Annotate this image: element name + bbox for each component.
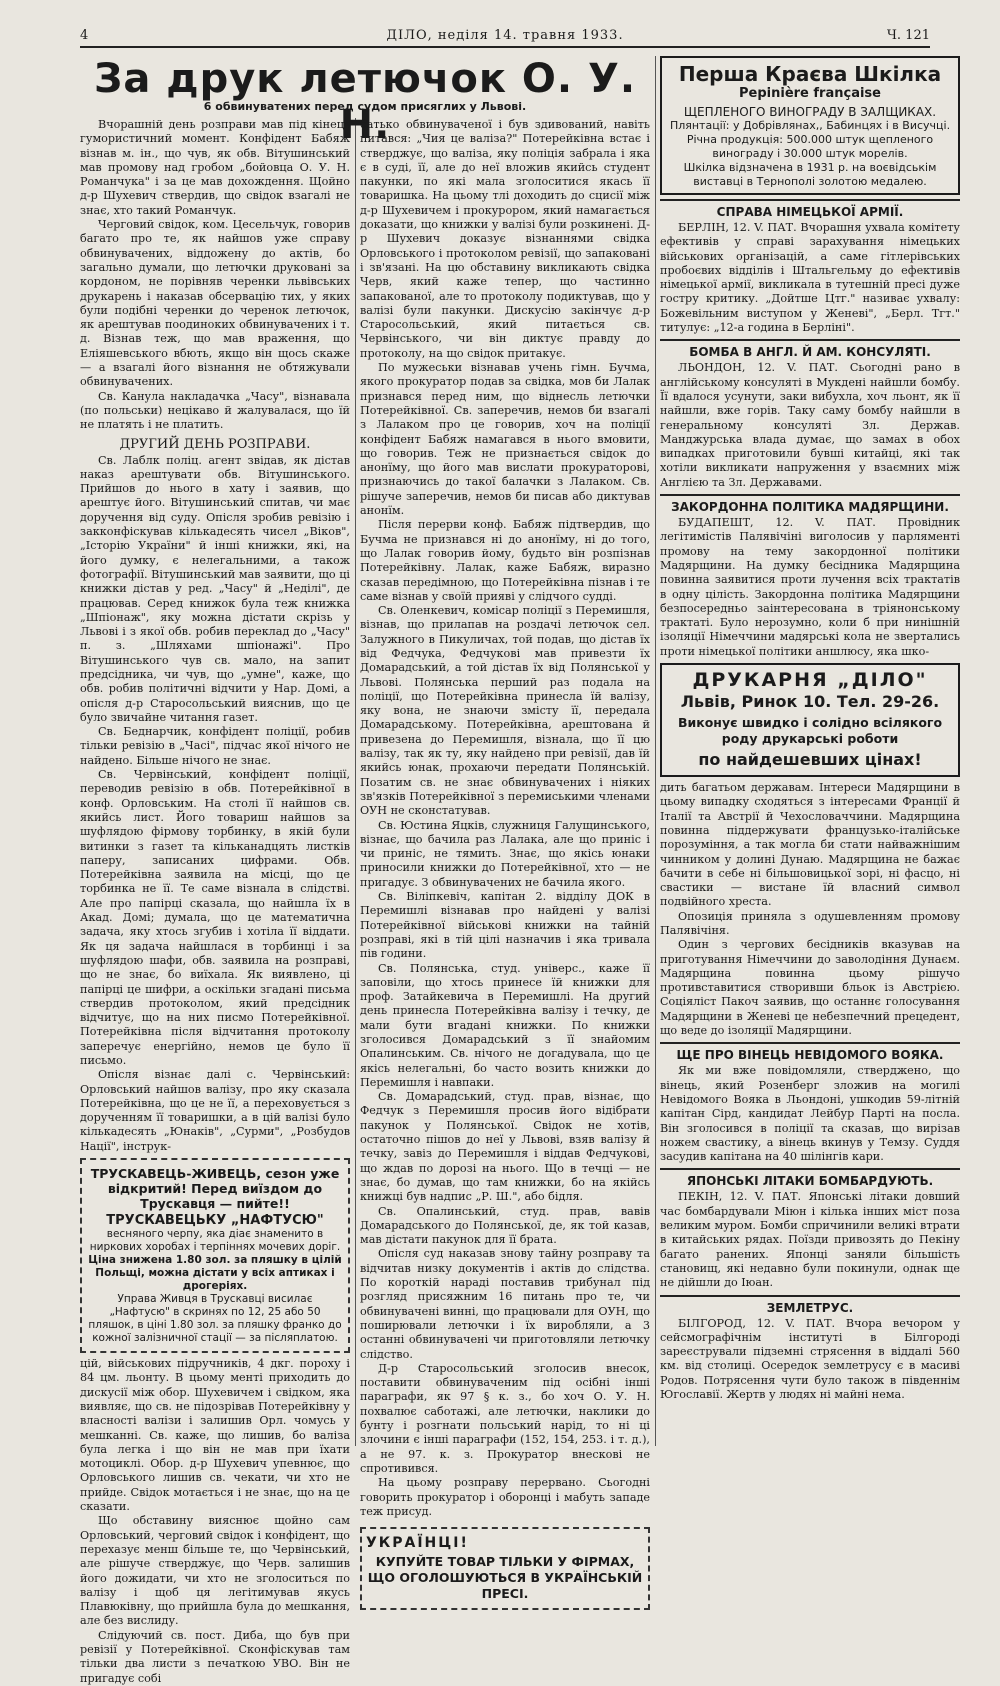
middle-column bbox=[360, 118, 650, 1602]
news-heading: БОМБА В АНГЛ. Й АМ. КОНСУЛЯТІ. bbox=[689, 345, 931, 360]
main-headline: За друк летючок О. У. Н. bbox=[93, 56, 637, 148]
nursery-ad bbox=[660, 56, 960, 195]
article-paragraph: Св. Юстина Яцків, служниця Галущинського, візнає, що бачила раз Лалака, але що приніс і чи приніс, не тямить. Знає, що якісь юнаки приносили книжки до Потерейківної, хто — не пригадує. З обвинувачених не бачила якого. bbox=[360, 818, 650, 889]
article-paragraph: Св. Домарадський, студ. прав, візнає, що Федчук з Перемишля просив його відібрати пакунок у Полянської. Свідок не хотів, остаточно пішов до неї у Львові, взяв валізу й течку, завіз до Перемишля і віддав Федчукові, що ждав по дорозі на нього. Що в течці — не знає, бо думав, що там книжки, бо на якійсь книжці був надпис „Р. Ш.", або бідля. bbox=[360, 1090, 650, 1204]
nursery-ad-title: Перша Краєва Шкілка bbox=[678, 62, 942, 86]
truskavets-ad-name: ТРУСКАВЕЦЬКУ „НАФТУСЮ" bbox=[106, 1213, 324, 1229]
article-paragraph: Черговий свідок, ком. Цесельчук, говорив багато про те, як найшов уже справу обвинувачених, віддожену до актів, бо загально думали, що летючки друковані за кордоном, не порівняв черенки львівських друкарень і наказав обсервацію тих, у яких були подібні черенки до черенок летючок, як арештував поодиноких обвинувачених і т. д. Візнав теж, що мав враження, що Еліяшевського вбють, якщо він щось скаже — а взагалі його візнання не обтяжували обвинувачених. bbox=[80, 218, 350, 389]
news-text: ЛЬОНДОН, 12. V. ПАТ. Сьогодні рано в англійському консуляті в Мукдені найшли бомбу. Її вдалося усунути, заки вибухла, хоч льонт, як її найшли, вже горів. Таку саму бомбу найшли в генеральному консуляті Зл. Держав. Манджурська влада думає, що замах в обох випадках приготовили бувші китайці, які так хотіли викликати напруження у взаємних між Англією та Зл. Державами. bbox=[660, 361, 960, 489]
running-head bbox=[80, 26, 930, 48]
news-heading: ЩЕ ПРО ВІНЕЦЬ НЕВІДОМОГО ВОЯКА. bbox=[676, 1048, 944, 1063]
divider bbox=[660, 1042, 960, 1044]
article-paragraph: Вчорашній день розправи мав під кінець гумористичний момент. Конфідент Бабяж візнав м. ін., що чув, як обв. Вітушинський мав промову над гробом „бойовца О. У. Н. Романчука" і за це мав дохождення. Щойно д-р Шухевич ствердив, що свідок взагалі не знає, хто такий Романчук. bbox=[80, 118, 350, 217]
divider bbox=[660, 494, 960, 496]
news-text: БЕРЛІН, 12. V. ПАТ. Вчорашня ухвала комітету ефективів у справі зарахування німецьких військових організацій, а саме гітлерівських пробоєвих відділів і Штальгельму до ефективів німецької армії, викликала в тутешній пресі дуже гостру критику. „Дойтше Цтг." називає ухвалу: Божевільним виступом у Женеві", „Берл. Тгт." титулує: „12-а година в Берліні". bbox=[660, 221, 960, 335]
news-heading: ЗЕМЛЕТРУС. bbox=[766, 1300, 854, 1315]
divider bbox=[660, 1295, 960, 1297]
article-paragraph: Д-р Старосольський зголосив внесок, поставити обвинуваченим під осібні інші параграфи, як 97 § к. з., бо хоч О. У. Н. похвалює саботажі, але летючки, наклики до бунту і розгнати польський нарід, то ні ці злочини є інші параграфи (152, 154, 253. і т. д.), а не 97. к. з. Прокуратор внескові не спротивився. bbox=[360, 1361, 650, 1475]
nursery-ad-plantations: Плянтації: у Добрівлянах,, Бабинцях і в Висучці. bbox=[669, 119, 951, 132]
truskavets-ad bbox=[80, 1158, 350, 1353]
nursery-ad-award: Шкілка відзначена в 1931 р. на воєвідськім виставці в Тернополі золотою медалею. bbox=[683, 161, 937, 188]
article-paragraph: Що обставину вияснює щойно сам Орловський, черговий свідок і конфідент, що перехазує менш більше те, що Червінський, але рішуче стверджує, що Черв. залишив його дожидати, чи хто не зголоситься по валізу і щоб ця легітимував якусь Плавюківну, що прийшла була до мешкання, але без вислиду. bbox=[80, 1514, 350, 1628]
nursery-ad-line: ЩЕПЛЕНОГО ВИНОГРАДУ В ЗАЛЩИКАХ. bbox=[683, 105, 937, 119]
article-paragraph: Св. Оленкевич, комісар поліції з Перемишля, візнав, що прилапав на роздачі летючок сел. Залужного в Пикуличах, той подав, що дістав їх від Федчука, Федчукові мав привезти їх Домарадський, а той дістав їх від Полянської у Львові. Полянська перший раз подала на поліції, що Потерейківна принесла їй валізу, яку вона, не знаючи змісту її, передала Домарадському. Потерейківна, арештована й привезена до Перемишля, візнала, що її цю валізу, так як ту, яку найдено при ревізії, дав їй якийсь юнак, прохаючи передати Полянській. Позатим св. не знає обвинувачених і ніяких зв'язків Потерейківної з перемиськими членами ОУН не сконстатував. bbox=[360, 604, 650, 818]
right-column bbox=[660, 56, 960, 1446]
section-heading: ДРУГИЙ ДЕНЬ РОЗПРАВИ. bbox=[119, 436, 311, 452]
page-number-left: 4 bbox=[80, 28, 89, 43]
article-paragraph: Слідуючий св. пост. Диба, що був при ревізії у Потерейківної. Сконфіскував там тільки два листи з печаткою УВО. Він не пригадує собі bbox=[80, 1628, 350, 1685]
news-text: дить багатьом державам. Інтереси Мадярщини в цьому випадку сходяться з інтересами Франції й Італії та Австрії й Чехословаччини. Мадярщина повинна піддержувати французько-італійське порозуміння, а так могла би стати найважнішим чинником у долині Дунаю. Мадярщина не бажає бачити в себе ні більшовицької зорі, ні фасцо, ні свастики — вистане їй власний символ подвійного хреста. bbox=[660, 781, 960, 909]
news-text: Як ми вже повідомляли, стверджено, що вінець, який Розенберг зложив на могилі Невідомого Вояка в Льондоні, ушкодив 59-літній капітан Сірд, кандидат Лейбур Парті на посла. Він зголосився в поліції та сказав, що вирізав ножем свастику, а вінець вкинув у Темзу. Суддя засудив капітана на 40 шілінгів кари. bbox=[660, 1064, 960, 1164]
left-column bbox=[80, 118, 350, 1685]
column-rule bbox=[655, 56, 656, 1446]
article-paragraph: По мужеськи візнавав учень гімн. Бучма, якого прокуратор подав за свідка, мов би Лалак признався перед ним, що віднесль летючки Потерейківної. Св. заперечив, немов би взагалі з Лалаком про це говорив, хоч на поліції конфідент Бабяж намагався в нього вмовити, що говорив. Теж не признається свідок до анонїму, що його мав вислати прокураторові, признаючись до такої балачки з Лалаком. Св. рішуче заперечив, немов би писав або диктував анонїм. bbox=[360, 361, 650, 518]
news-text: Опозиція приняла з одушевленням промову Палявічіня. bbox=[660, 909, 960, 937]
printing-ad-prices: по найдешевших цінах! bbox=[698, 750, 922, 770]
divider bbox=[660, 339, 960, 341]
news-text: БІЛГОРОД, 12. V. ПАТ. Вчора вечором у сейсмографічнім інституті в Білгороді зареєстрували підземні стрясення в віддалі 560 км. від столиці. Осередок землетрусу є в масиві Родов. Потрясення чути було також в південнім Югославії. Жертв у людях ні майні нема. bbox=[660, 1316, 960, 1401]
article-paragraph: батько обвинуваченої і був здивований, навіть питався: „Чия це валіза?" Потерейківна встає і стверджує, що валіза, яку поліція забрала і яка є в суді, її, але до неї вложив якийсь студент пакунки, по які мала зголоситися якась її товаришка. На цьому тлі доходить до сцисії між д-р Шухевичем і прокурором, який намагається доказати, що книжки у валізі були розкинені. Д-р Шухевич доказує візнаннями свідка Орловського і протоколом ревізії, що запаковані і зв'язані. На цю обставину викликають свідка Черв, який каже тепер, що частинно запакованої, але то протоколу подиктував, що у валізі були пакунки. Дискусію закінчує д-р Старосольський, який питається св. Червінського, чи він диктує правду до протоколу, на що свідок притакує. bbox=[360, 118, 650, 360]
issue-number: Ч. 121 bbox=[886, 28, 930, 43]
article-paragraph: цій, військових підручників, 4 дкг. пороху і 84 цм. льонту. В цьому менті приходить до дискусії між обор. Шухевичем і свідком, яка виявляє, що св. не підозрівав Потерейківну у власності валізи і залишив Орл. чомусь у мешканні. Св. каже, що лишив, бо валіза була легка і що він не мав при їхати мотоциклі. Обор. д-р Шухевич упевнює, що Орловського лишив св. чекати, чи хто не прийде. Свідок мотається і не знає, що на це сказати. bbox=[80, 1357, 350, 1514]
ukrainians-ad-text: КУПУЙТЕ ТОВАР ТІЛЬКИ У ФІРМАХ, ЩО ОГОЛОШУЮТЬСЯ В УКРАЇНСЬКІЙ ПРЕСІ. bbox=[367, 1554, 643, 1602]
truskavets-ad-head: ТРУСКАВЕЦЬ-ЖИВЕЦЬ, сезон уже відкритий! Перед виїздом до Трускавця — пийте!! bbox=[90, 1166, 340, 1212]
nursery-ad-production: Річна продукція: 500.000 штук щепленого винограду і 30.000 штук морелів. bbox=[686, 133, 934, 160]
main-subheadline: 6 обвинуватених перед судом присяглих у Львові. bbox=[203, 100, 527, 113]
truskavets-ad-text: весняного черпу, яка діає знаменито в нирковиx хоробах і терпіннях мочевих доріг. bbox=[89, 1228, 341, 1254]
ukrainians-ad bbox=[360, 1527, 650, 1610]
article-paragraph: На цьому розправу перервано. Сьогодні говорить прокуратор і оборонці і мабуть западе теж присуд. bbox=[360, 1476, 650, 1518]
column-rule bbox=[355, 118, 356, 1446]
truskavets-ad-shipping: Управа Живця в Трускавці висилає „Нафтусю" в скринях по 12, 25 або 50 пляшок, в ціні 1.80 зол. за пляшку франко до кожної залізничної стації — за післяплатою. bbox=[88, 1293, 342, 1345]
news-text: БУДАПЕШТ, 12. V. ПАТ. Провідник легітимістів Палявічіні виголосив у парляменті промову на тему закордонної політики Мадярщини. На думку бесідника Мадярщина повинна заявитися проти лучення всіх трактатів в одну цілість. Закордонна політика Мадярщини безпосередньо заінтересована в тріянонському трактаті. Було нерозумно, коли б при нинішній ізоляції Німеччини мадярські кола не звертались проти німецької політики аншлюсу, яка шко- bbox=[660, 516, 960, 658]
article-paragraph: Опісля візнає далі с. Червінський: Орловський найшов валізу, про яку сказала Потерейківна, що це не її, а переховується з дорученням її товаришки, а в цій валізі було кількадесять „Юнаків", „Сурми", „Розбудов Нації", інструк- bbox=[80, 1068, 350, 1153]
article-paragraph: Після перерви конф. Бабяж підтвердив, що Бучма не признався ні до анонїму, ні до того, що Лалак говорив йому, будьто він розпізнав Потерейківну. Лалак, каже Бабяж, виразно сказав передімною, що Потерейківна пізнав і те саме візнав у своїй прияві у слідчого судді. bbox=[360, 518, 650, 603]
ukrainians-ad-title: УКРАЇНЦІ! bbox=[366, 1535, 469, 1552]
news-heading: СПРАВА НІМЕЦЬКОЇ АРМІЇ. bbox=[716, 205, 904, 219]
news-text: ПЕКІН, 12. V. ПАТ. Японські літаки довший час бомбардували Міюн і кілька інших міст поза великим муром. Бомби спричинили великі втрати в китайських рядах. Поїзди привозять до Пекіну багато ранених. Японці заняли більшість становищ, які недавно були покинули, однак ще не дійшли до Іюан. bbox=[660, 1190, 960, 1290]
divider bbox=[660, 1168, 960, 1170]
printing-ad-address: Львів, Ринок 10. Тел. 29-26. bbox=[680, 692, 940, 712]
nursery-ad-subtitle: Pepinière française bbox=[739, 86, 881, 101]
printing-ad-text: Виконує швидко і солідно всілякого роду друкарські роботи bbox=[677, 715, 943, 747]
printing-house-ad bbox=[660, 663, 960, 777]
divider bbox=[660, 199, 960, 201]
article-paragraph: Св. Червінський, конфідент поліції, переводив ревізію в обв. Потерейківної в конф. Орловським. На столі її найшов св. якийсь лист. Його товариш найшов за шуфлядою фірмову торбинку, в якій були витинки з газет та кільканадцять листків паперу, записаних цифрами. Обв. Потерейківна заявила на місці, що це торбинка не її. Те саме візнала в слідстві. Але про папірці сказала, що найшла їх в Акад. Домі; думала, що це математична задача, яку хтось згубив і хотіла її віддати. Як ця задача найшлася в торбинці і за шуфлядою шафи, обв. заявила на розправі, що не знає, бо виїхала. Як виявлено, ці папірці це шифри, а оскільки згадані письма ствердив протоколом, який предсідник відчитує, що на них писмо Потерейківної. Потерейківна після відчитання протоколу заперечує енергійно, немов це було її письмо. bbox=[80, 768, 350, 1067]
news-heading: ЯПОНСЬКІ ЛІТАКИ БОМБАРДУЮТЬ. bbox=[686, 1174, 934, 1189]
printing-ad-title: ДРУКАРНЯ „ДІЛО" bbox=[692, 669, 928, 692]
masthead-line: ДІЛО, неділя 14. травня 1933. bbox=[386, 28, 624, 43]
news-heading: ЗАКОРДОННА ПОЛІТИКА МАДЯРЩИНИ. bbox=[671, 500, 949, 515]
article-paragraph: Опісля суд наказав знову тайну розправу та відчитав низку документів і актів до слідства. По короткій нараді поставив трибунал під розгляд присяжним 16 питань про те, чи обвинувачені винні, що працювали для ОУН, що поширювали летючки і їх виробляли, а 3 останні обвинувачені чи приготовляли летючку слідство. bbox=[360, 1247, 650, 1361]
news-text: Один з чергових бесідників вказував на приготування Німеччини до заволодіння Дунаєм. Мадярщина повинна цьому рішучо противставитися створивши бльок із Австрією. Соціяліст Пакоч заявив, що останнє голосування Мадярщини в Женеві це небезпечний прецедент, що веде до ізоляції Мадярщини. bbox=[660, 938, 960, 1038]
truskavets-ad-price: Ціна знижена 1.80 зол. за пляшку в цілій Польщі, можна дістати у всіх аптиках і дрогеріях. bbox=[88, 1254, 342, 1293]
article-paragraph: Св. Беднарчик, конфідент поліції, робив тільки ревізію в „Часі", підчас якої нічого не найдено. Більше нічого не знає. bbox=[80, 725, 350, 767]
article-paragraph: Св. Полянська, студ. універс., каже її заповіли, що хтось принесе їй книжки для проф. Затайкевича в Перемишлі. На другий день принесла Потерейківна валізу і течку, де мали бути вгадані книжки. По книжки зголосився Домарадський з її знайомим Опалинським. Св. нічого не догадувала, що це якісь нелегальні, бо часто возить книжки до Перемишля і навпаки. bbox=[360, 961, 650, 1089]
article-paragraph: Св. Опалинський, студ. прав, вавів Домарадського до Полянської, де, як той казав, мав дістати пакунок для її брата. bbox=[360, 1204, 650, 1247]
article-paragraph: Св. Лаблк поліц. агент звідав, як дістав наказ арештувати обв. Вітушинського. Прийшов до нього в хату і заявив, що арештує його. Вітушинський спитав, чи має доручення від суду. Опісля зробив ревізію і закконфіскував кількадесять чисел „Віков", „Історію України" й інші книжки, які, на його думку, є нелегальними, а також фотографії. Вітушинський мав заявити, що ці книжки дістав у ред. „Часу" й „Неділі", де працював. Серед книжок була теж книжка „Шпіонаж", яку можна дістати скрізь у Львові і з якої обв. робив переклад до „Часу" п. з. „Шляхами шпіонажі". Про Вітушинського чув св. мало, на запит предсідника, чи чув, що „умне", каже, що обв. робив політичні відчити у Нар. Домі, а опісля д-р Старосольський вияснив, що це було звичайне читання газет. bbox=[80, 453, 350, 724]
article-paragraph: Св. Канула накладачка „Часу", візнавала (по польськи) нецікаво й жалувалася, що їй не платять і не платить. bbox=[80, 389, 350, 432]
article-paragraph: Св. Віліпкевіч, капітан 2. відділу ДОК в Перемишлі візнавав про найдені у валізі Потерейківної військові книжки на тайній розправі, які в тій цілі назначив і яка тривала пів години. bbox=[360, 890, 650, 961]
